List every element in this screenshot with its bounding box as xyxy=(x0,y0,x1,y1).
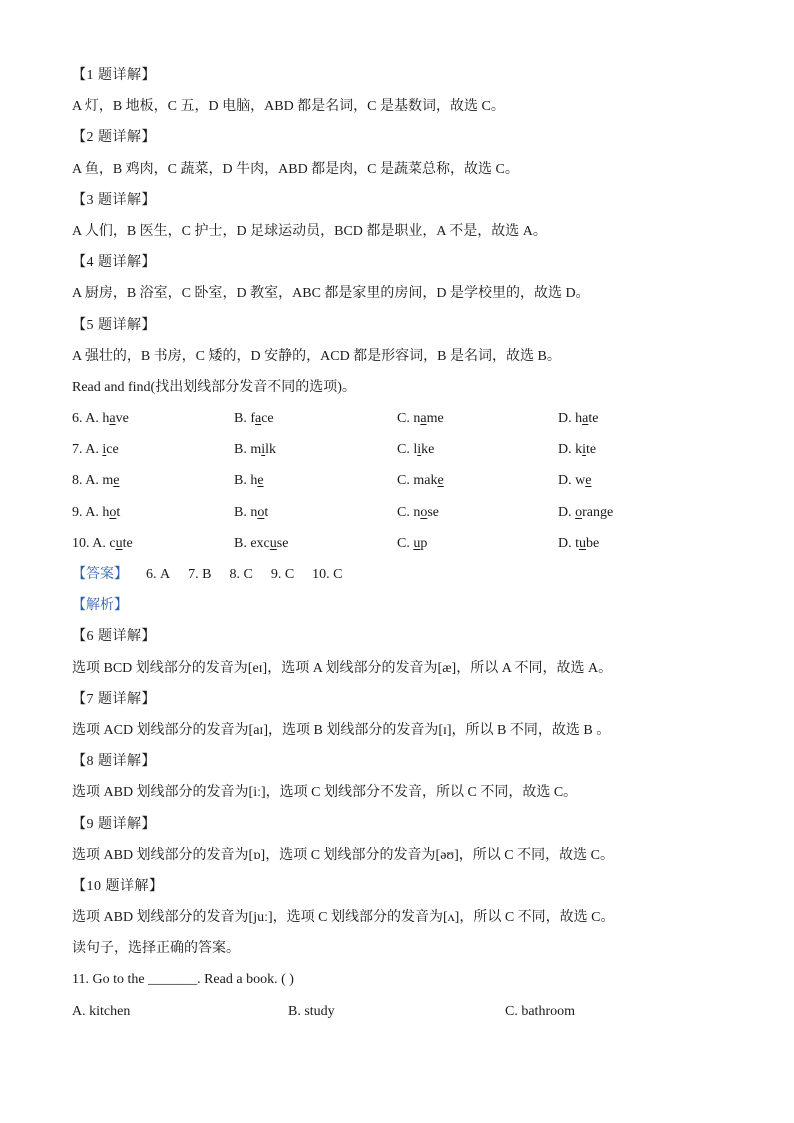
word-suffix: te xyxy=(586,442,597,458)
word-suffix: ve xyxy=(115,411,129,427)
word-prefix: D. h xyxy=(558,411,583,427)
underlined-letter: i xyxy=(102,442,107,458)
option-b xyxy=(234,528,288,559)
option-b xyxy=(234,434,276,465)
word-prefix: B. h xyxy=(234,473,258,489)
underlined-letter: u xyxy=(413,535,421,551)
question-number: 7. A. xyxy=(72,442,99,458)
detail-text: A 厨房，B 浴室，C 卧室，D 教室，ABC 都是家里的房间，D 是学校里的，故选 D。 xyxy=(72,286,590,302)
detail-heading: 【3 题详解】 xyxy=(72,192,156,208)
word-prefix: B. exc xyxy=(234,535,270,551)
word-suffix: te xyxy=(588,411,599,427)
word-suffix: t xyxy=(116,504,121,520)
option-c xyxy=(397,434,434,465)
document-page xyxy=(72,60,732,1027)
detail-text: A 强壮的，B 书房，C 矮的，D 安静的，ACD 都是形容词，B 是名词，故选 B。 xyxy=(72,348,561,364)
underlined-letter: u xyxy=(579,535,586,551)
word-prefix: c xyxy=(109,535,116,551)
option-a xyxy=(72,434,119,465)
detail-heading: 【1 题详解】 xyxy=(72,68,156,83)
word-suffix: range xyxy=(582,504,614,520)
underlined-letter: a xyxy=(582,411,589,427)
question-number: 6. A. xyxy=(72,411,99,427)
option-b xyxy=(234,465,264,496)
word-suffix: se xyxy=(427,504,440,520)
detail-text: A 鱼，B 鸡肉，C 蔬菜，D 牛肉，ABD 都是肉，C 是蔬菜总称，故选 C。 xyxy=(72,161,519,177)
underlined-letter: u xyxy=(115,535,123,551)
underlined-letter: a xyxy=(109,411,116,427)
word-suffix: me xyxy=(426,411,444,427)
word-prefix: h xyxy=(102,504,110,520)
option: A. kitchen xyxy=(72,1003,131,1019)
detail-heading: 【2 题详解】 xyxy=(72,130,156,146)
question-row xyxy=(72,465,732,496)
option-a xyxy=(72,403,129,434)
word-prefix: D. k xyxy=(558,442,583,458)
detail-heading: 【6 题详解】 xyxy=(72,629,156,645)
question-stem: 11. Go to the _______. Read a book. ( ) xyxy=(72,972,294,988)
option-d xyxy=(558,434,596,465)
word-suffix: te xyxy=(122,535,133,551)
underlined-letter: e xyxy=(257,473,264,489)
underlined-letter: o xyxy=(257,504,265,520)
detail-text: A 灯，B 地板，C 五，D 电脑，ABD 都是名词，C 是基数词，故选 C。 xyxy=(72,99,505,115)
underlined-letter: e xyxy=(585,473,592,489)
option-b xyxy=(234,403,274,434)
underlined-letter: e xyxy=(437,473,444,489)
detail-text: 选项 ABD 划线部分的发音为[juː]，选项 C 划线部分的发音为[ʌ]，所以 C 不同，故选 C。 xyxy=(72,910,615,926)
option-d xyxy=(558,528,599,559)
option: C. bathroom xyxy=(505,1003,575,1019)
answer-item: 6. A xyxy=(146,567,171,582)
word-prefix: D. w xyxy=(558,473,586,489)
section-instruction: 读句子，选择正确的答案。 xyxy=(72,941,240,957)
analysis-label: 【解析】 xyxy=(72,598,128,614)
question-number: 8. A. xyxy=(72,473,99,489)
word-prefix: D. t xyxy=(558,535,579,551)
underlined-letter: e xyxy=(113,473,120,489)
underlined-letter: o xyxy=(575,504,583,520)
question-row xyxy=(72,434,732,465)
section-instruction: Read and find(找出划线部分发音不同的选项)。 xyxy=(72,379,356,395)
option-a xyxy=(72,497,120,528)
word-suffix: ce xyxy=(261,411,274,427)
word-suffix: p xyxy=(420,535,428,551)
detail-heading: 【9 题详解】 xyxy=(72,816,156,832)
answer-item: 10. C xyxy=(312,567,343,582)
word-suffix: be xyxy=(586,535,600,551)
word-suffix: ke xyxy=(421,442,435,458)
detail-text: 选项 ABD 划线部分的发音为[ɒ]，选项 C 划线部分的发音为[əʊ]，所以 C 不同，故选 C。 xyxy=(72,847,614,863)
option-c xyxy=(397,497,439,528)
word-prefix: B. n xyxy=(234,504,258,520)
word-prefix: C. n xyxy=(397,411,421,427)
detail-heading: 【5 题详解】 xyxy=(72,317,156,333)
underlined-letter: o xyxy=(109,504,117,520)
detail-heading: 【10 题详解】 xyxy=(72,878,164,894)
word-prefix: C. n xyxy=(397,504,421,520)
option: B. study xyxy=(288,1003,335,1019)
detail-text: 选项 ACD 划线部分的发音为[aɪ]，选项 B 划线部分的发音为[ɪ]，所以 B 不同，故选 B 。 xyxy=(72,722,611,738)
underlined-letter: a xyxy=(420,411,427,427)
underlined-letter: i xyxy=(582,442,587,458)
option-d xyxy=(558,497,613,528)
word-prefix: C. xyxy=(397,535,414,551)
answer-item: 9. C xyxy=(270,567,295,582)
word-prefix: h xyxy=(102,411,110,427)
answer-item: 7. B xyxy=(188,567,212,582)
option-d xyxy=(558,403,598,434)
option-c xyxy=(397,465,444,496)
word-prefix: B. m xyxy=(234,442,262,458)
word-prefix: B. f xyxy=(234,411,255,427)
detail-text: 选项 BCD 划线部分的发音为[eɪ]，选项 A 划线部分的发音为[æ]，所以 A 不同，故选 A。 xyxy=(72,660,613,676)
word-prefix: D. xyxy=(558,504,576,520)
detail-heading: 【7 题详解】 xyxy=(72,691,156,707)
word-suffix: ce xyxy=(106,442,119,458)
word-prefix: C. mak xyxy=(397,473,438,489)
question-options xyxy=(72,996,732,1027)
answer-line xyxy=(72,559,732,590)
underlined-letter: i xyxy=(417,442,422,458)
word-suffix: t xyxy=(264,504,269,520)
underlined-letter: i xyxy=(261,442,266,458)
answer-label: 【答案】 xyxy=(72,567,128,582)
option-b xyxy=(234,497,268,528)
underlined-letter: o xyxy=(420,504,428,520)
option-a xyxy=(72,528,133,559)
question-number: 10. A. xyxy=(72,535,106,551)
detail-text: A 人们，B 医生，C 护士，D 足球运动员，BCD 都是职业，A 不是，故选 A。 xyxy=(72,223,547,239)
question-row xyxy=(72,403,732,434)
option-c xyxy=(397,403,444,434)
question-row xyxy=(72,497,732,528)
option-c xyxy=(397,528,427,559)
word-suffix: lk xyxy=(265,442,277,458)
word-prefix: C. l xyxy=(397,442,418,458)
word-suffix: se xyxy=(276,535,289,551)
question-row xyxy=(72,528,732,559)
underlined-letter: a xyxy=(255,411,262,427)
answer-item: 8. C xyxy=(229,567,253,582)
option-a xyxy=(72,465,119,496)
detail-heading: 【4 题详解】 xyxy=(72,255,156,271)
detail-heading: 【8 题详解】 xyxy=(72,754,156,770)
word-prefix: m xyxy=(102,473,114,489)
question-number: 9. A. xyxy=(72,504,99,520)
detail-text: 选项 ABD 划线部分的发音为[iː]，选项 C 划线部分不发音，所以 C 不同，故选 C。 xyxy=(72,785,578,801)
option-d xyxy=(558,465,591,496)
underlined-letter: u xyxy=(269,535,277,551)
